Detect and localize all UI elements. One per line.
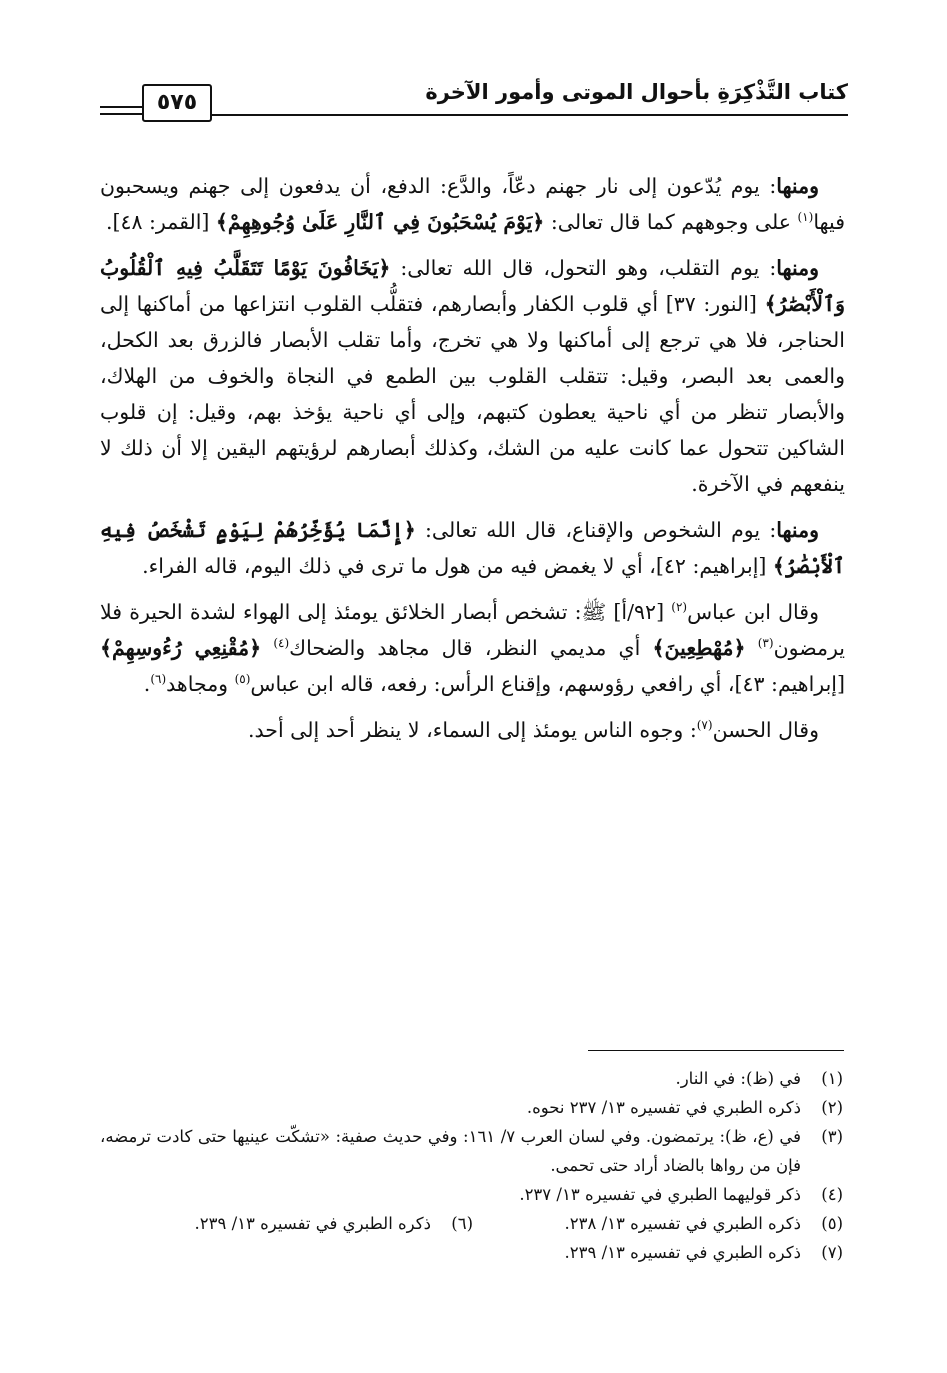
paragraph-text: [إبراهيم: ٤٢]، أي لا يغمض فيه من هول ما ترى في ذلك اليوم، قاله الفراء. (142, 554, 773, 578)
footnote-text: في (ع، ظ): يرتمضون. وفي لسان العرب ٧/ ١٦١: وفي حديث صفية: «تشكّت عينيها حتى كادت ترمضه، فإن من رواها بالضاد أراد حتى تحمى. (100, 1127, 802, 1175)
footnote-3 (100, 1122, 845, 1180)
paragraph-text: [٩٢/أ] ﷺ: تشخص أبصار الخلائق يومئذ إلى الهواء لشدة الحيرة فلا يرمضون (100, 600, 845, 660)
spacer-text (261, 636, 273, 660)
quran-verse: ﴿مُقْنِعِي رُءُوسِهِمْ﴾ (100, 636, 262, 660)
header-rule-left-lower (100, 113, 148, 115)
paragraph-text: وقال الحسن (712, 718, 819, 742)
footnote-text: ذكره الطبري في تفسيره ١٣/ ٢٣٧ نحوه. (526, 1098, 801, 1117)
footnote-text: ذكره الطبري في تفسيره ١٣/ ٢٣٨. (564, 1214, 801, 1233)
paragraph-text: على وجوههم كما قال تعالى: (544, 210, 798, 234)
quran-verse: ﴿يَخَافُونَ يَوْمًا تَتَقَلَّبُ فِيهِ ٱلْقُلُوبُ وَٱلْأَبْصَٰرُ﴾ (100, 256, 845, 316)
running-title: كتاب التَّذْكِرَةِ بأحوال الموتى وأمور الآخرة (425, 80, 848, 104)
footnote-number: (٢) (821, 1098, 843, 1117)
footnote-text: ذكره الطبري في تفسيره ١٣/ ٢٣٩. (564, 1243, 801, 1262)
footnote-number: (٥) (821, 1214, 843, 1233)
footnote-rule (588, 1050, 844, 1051)
paragraph-keyword: ومنها (776, 174, 819, 198)
footnote-row (100, 1209, 845, 1238)
paragraph-text: [النور: ٣٧] أي قلوب الكفار وأبصارهم، فتقلُّب القلوب انتزاعها من أماكنها إلى الحناجر، فلا هي ترجع إلى أماكنها ولا هي تخرج، وأما تقلب الأبصار فالزرق بعد الكحل، والعمى بعد البصر، وقيل: تتقلب القلوب بين الطمع في النجاة والخوف من الهلاك، والأبصار تنظر من أي ناحية يعطون كتبهم، وإلى أي ناحية يؤخذ بهم، وقيل: إن قلوب الشاكين تتحول عما كانت عليه من الشك، وكذلك أبصارهم لرؤيتهم اليقين إلا أن ذلك لا ينفعهم في الآخرة. (100, 292, 845, 496)
paragraph-text: : يوم الشخوص والإقناع، قال الله تعالى: (415, 518, 777, 542)
quran-verse: ﴿يَوْمَ يُسْحَبُونَ فِي ٱلنَّارِ عَلَىٰ وُجُوهِهِمْ﴾ (215, 210, 545, 234)
footnote-1 (100, 1064, 845, 1093)
footnote-number: (٧) (821, 1243, 843, 1262)
paragraph-1 (100, 168, 845, 240)
footnote-number: (١) (821, 1069, 843, 1088)
verse-citation: [القمر: ٤٨]. (105, 210, 216, 234)
main-text (100, 168, 845, 758)
footnote-number: (٣) (821, 1127, 843, 1146)
footnote-6 (101, 1209, 475, 1238)
footnote-4 (100, 1180, 845, 1209)
paragraph-5 (100, 712, 845, 748)
paragraph-text: [إبراهيم: ٤٣]، أي رافعي رؤوسهم، وإقناع الرأس: رفعه، قاله ابن عباس (250, 672, 845, 696)
quran-verse: ﴿مُهْطِعِينَ﴾ (652, 636, 746, 660)
paragraph-2 (100, 250, 845, 502)
footnote-number: (٦) (451, 1214, 473, 1233)
paragraph-text: أي مديمي النظر، قال مجاهد والضحاك (289, 636, 653, 660)
footnote-text: ذكره الطبري في تفسيره ١٣/ ٢٣٩. (194, 1214, 431, 1233)
footnote-ref-7: (٧) (696, 718, 713, 733)
footnote-ref-5: (٥) (234, 672, 251, 687)
quran-verse: ﴿إِنَّمَا يُؤَخِّرُهُمْ لِيَوْمٍ تَشْخَصُ فِيهِ ٱلْأَبْصَٰرُ﴾ (100, 518, 845, 578)
footnote-7 (100, 1238, 845, 1267)
paragraph-text: : يوم التقلب، وهو التحول، قال الله تعالى: (390, 256, 777, 280)
paragraph-text: : يوم يُدّعون إلى نار جهنم دعّاً، والدَّع: الدفع، أن يدفعون إلى جهنم ويسحبون فيها (100, 174, 845, 234)
paragraph-keyword: ومنها (776, 256, 820, 280)
footnote-ref-1: (١) (797, 210, 814, 225)
header-rule-left-upper (100, 106, 148, 108)
page-number: ٥٧٥ (142, 84, 212, 122)
footnote-5 (471, 1209, 845, 1238)
spacer-text (746, 636, 758, 660)
paragraph-4 (100, 594, 845, 702)
paragraph-text: وقال ابن عباس (687, 600, 819, 624)
footnote-text: ذكر قوليهما الطبري في تفسيره ١٣/ ٢٣٧. (519, 1185, 801, 1204)
paragraph-text: . (143, 672, 151, 696)
footnote-number: (٤) (821, 1185, 843, 1204)
paragraph-text: : وجوه الناس يومئذ إلى السماء، لا ينظر أحد إلى أحد. (248, 718, 697, 742)
footnote-text: في (ظ): في النار. (675, 1069, 801, 1088)
paragraph-3 (100, 512, 845, 584)
footnote-ref-3: (٣) (757, 636, 774, 651)
footnote-ref-2: (٢) (671, 600, 688, 615)
page-header (100, 66, 848, 126)
paragraph-text: ومجاهد (166, 672, 235, 696)
footnote-ref-6: (٦) (150, 672, 167, 687)
header-rule (208, 114, 848, 116)
footnote-2 (100, 1093, 845, 1122)
footnotes (100, 1064, 845, 1267)
paragraph-keyword: ومنها (776, 518, 819, 542)
footnote-ref-4: (٤) (273, 636, 290, 651)
